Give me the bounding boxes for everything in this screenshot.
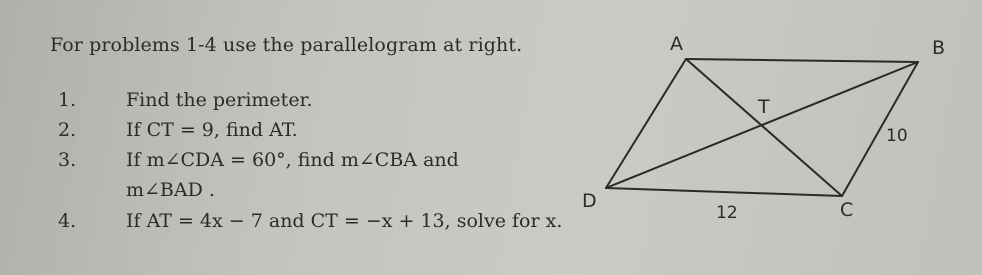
diagonal-db xyxy=(606,62,918,188)
side-label-dc: 12 xyxy=(716,203,738,223)
vertex-label-d: D xyxy=(582,190,597,212)
vertex-label-c: C xyxy=(840,199,854,221)
side-da xyxy=(606,59,686,188)
problem-text-line: If CT = 9, find AT. xyxy=(126,119,298,141)
problem-number: 4. xyxy=(58,210,77,232)
intersection-label-t: T xyxy=(758,96,770,118)
problem-text-line-2: m∠BAD . xyxy=(126,179,215,201)
problem-number: 3. xyxy=(58,149,77,171)
side-cd xyxy=(606,188,842,196)
problem-text-line: Find the perimeter. xyxy=(126,89,313,111)
instructions: For problems 1-4 use the parallelogram at right. xyxy=(50,34,523,56)
problem-number: 2. xyxy=(58,119,77,141)
vertex-label-a: A xyxy=(670,33,683,55)
side-label-bc: 10 xyxy=(886,126,908,146)
side-ab xyxy=(686,59,918,62)
vertex-label-b: B xyxy=(932,37,946,59)
problem-text-line: If AT = 4x − 7 and CT = −x + 13, solve for x. xyxy=(126,210,563,232)
diagonal-ac xyxy=(686,59,842,196)
problem-number: 1. xyxy=(58,89,77,111)
problem-text-line: If m∠CDA = 60°, find m∠CBA and xyxy=(126,149,459,171)
